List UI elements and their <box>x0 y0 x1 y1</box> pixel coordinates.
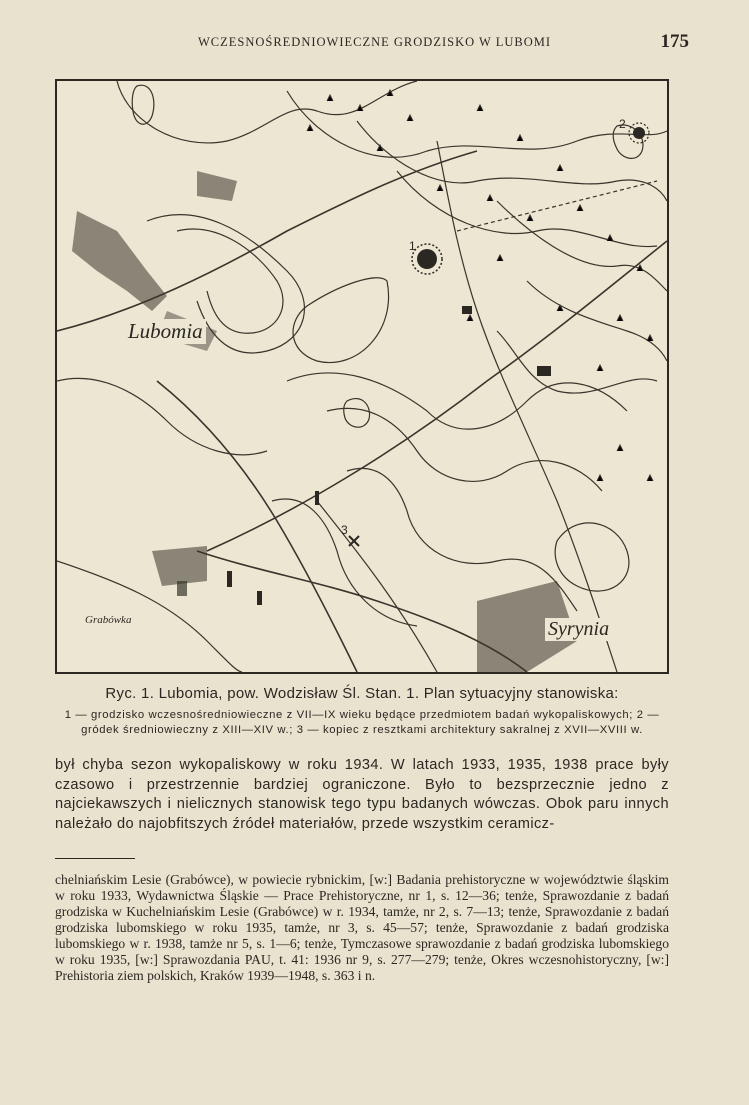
site-2-marker <box>629 123 649 143</box>
page-header <box>0 31 749 55</box>
contour-line <box>527 281 667 361</box>
path <box>457 181 657 231</box>
road <box>207 241 667 551</box>
contour-line <box>117 81 417 143</box>
body-paragraph: był chyba sezon wykopaliskowy w roku 1934. W latach 1933, 1935, 1938 prace były czasowo i przestrzennie bardziej ograniczone. Było to bezsprzecznie jedno z najciekawszych i nielicznych stanowisk tego typu badanych wówczas. Obok paru innych należało do najobfitszych źródeł materiałów, przede wszystkim ceramicz- <box>55 757 669 832</box>
forest-symbols <box>307 90 653 481</box>
footnote-text: chelniańskim Lesie (Grabówce), w powiecie rybnickim, [w:] Badania prehistoryczne w województwie śląskim w roku 1933, Wydawnictwa Śląskie — Prace Prehistoryczne, nr 1, s. 12—36; tenże, Sprawozdanie z badań grodziska w Kuchelniańskim Lesie (Grabówce) w r. 1934, tamże, nr 2, s. 7—13; tenże, Sprawozdanie z badań grodziska lubomskiego w roku 1935, tamże, nr 3, s. 45—57; tenże, Sprawozdanie z badań grodziska lubomskiego w r. 1938, tamże nr 5, s. 1—6; tenże, Tymczasowe sprawozdanie z badań grodziska lubomskiego w roku 1935, [w:] Sprawozdania PAU, t. 41: 1936 nr 9, s. 277—279; tenże, Okres wczesnohistoryczny, [w:] Prehistoria ziem polskich, Kraków 1939—1948, s. 363 i n. <box>55 872 669 983</box>
contour-line <box>132 85 154 124</box>
map-label-site-1: 1 <box>409 239 416 253</box>
site-1-marker <box>412 244 442 274</box>
contour-line <box>287 373 627 429</box>
map-label-site-3: 3 <box>341 523 348 537</box>
footnote-rule <box>55 858 135 859</box>
building <box>257 591 262 605</box>
contour-line <box>555 523 629 591</box>
body-text <box>55 756 669 834</box>
page-number: 175 <box>660 31 689 52</box>
footnote <box>55 872 669 984</box>
village-grabowka <box>152 546 207 596</box>
contour-line <box>57 378 267 454</box>
contour-line <box>293 278 388 363</box>
contour-line <box>287 91 667 157</box>
site-3-marker <box>349 536 359 546</box>
contour-line <box>357 121 667 201</box>
building <box>537 366 551 376</box>
map-label-lubomia: Lubomia <box>125 319 206 344</box>
building <box>227 571 232 587</box>
contour-line <box>397 171 657 247</box>
map-label-syrynia: Syrynia <box>545 618 612 641</box>
building <box>462 306 472 314</box>
caption-title: Ryc. 1. Lubomia, pow. Wodzisław Śl. Stan. 1. Plan sytuacyjny stanowiska: <box>105 685 619 702</box>
map-label-site-2: 2 <box>619 117 626 131</box>
site-plan-map <box>55 79 669 674</box>
road <box>317 501 437 672</box>
building <box>315 491 319 505</box>
map-label-grabowka: Grabówka <box>85 614 132 626</box>
running-title: WCZESNOŚREDNIOWIECZNE GRODZISKO W LUBOMI <box>197 35 552 49</box>
caption-body: 1 — grodzisko wczesnośredniowieczne z VII—IX wieku będące przedmiotem badań wykopaliskowych; 2 — gródek średniowieczny z XIII—XIV w.; 3 — kopiec z resztkami architektury sakralnej z XVII—XVIII w. <box>64 709 660 736</box>
map-drawing <box>57 81 667 672</box>
contour-line <box>344 399 370 428</box>
figure-caption <box>55 685 669 738</box>
